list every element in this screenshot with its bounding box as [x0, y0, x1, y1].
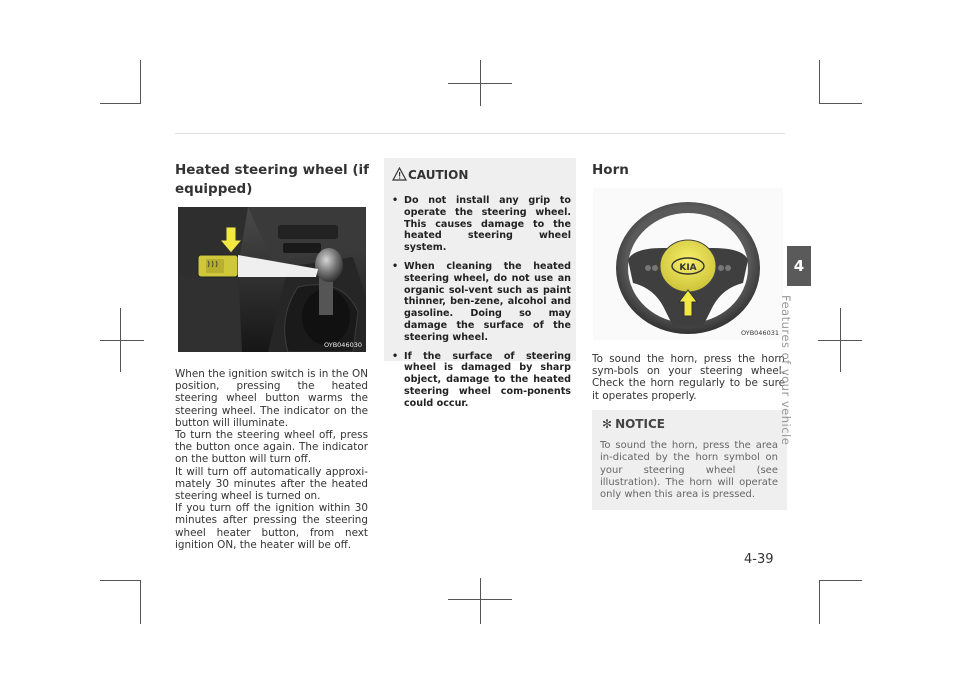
caution-box [384, 158, 576, 409]
heated-wheel-figure [178, 207, 366, 352]
list-item: • When cleaning the heated steering wheel, do not use an organic sol-vent such as paint thinner, ben-zene, alcohol and gasoline. Doing so may damage the surface of the steering wheel. [392, 260, 571, 343]
warning-triangle-icon [392, 167, 407, 181]
figure-code: OYB046030 [323, 341, 362, 349]
caution-item-text: If the surface of steering wheel is damaged by sharp object, damage to the heated steering wheel com-ponents could occur. [404, 350, 571, 409]
section-title: Heated steering wheel (if equipped) [175, 162, 369, 197]
caution-item-text: Do not install any grip to operate the steering wheel. This causes damage to the heated steering wheel system. [404, 195, 571, 254]
list-item: • If the surface of steering wheel is damaged by sharp object, damage to the heated steering wheel com-ponents could occur. [392, 350, 571, 409]
paragraph: If you turn off the ignition within 30 minutes after pressing the steering wheel heater button, from next ignition ON, the heater will be off. [175, 502, 368, 551]
figure-code: OYB046031 [740, 329, 779, 337]
notice-text: To sound the horn, press the area in-dicated by the horn symbol on your steering wheel (see illustration). The horn will operate only when this area is pressed. [600, 440, 778, 501]
caution-list [388, 195, 571, 417]
horn-title: Horn [592, 162, 629, 178]
notice-title [602, 417, 665, 431]
console-illustration [178, 207, 366, 352]
caution-item-text: When cleaning the heated steering wheel, do not use an organic sol-vent such as paint thinner, ben-zene, alcohol and gasoline. Doing so may damage the surface of the steering wheel. [404, 260, 571, 343]
logo-text: KIA [679, 263, 697, 273]
page-number: 4-39 [744, 552, 774, 567]
heated-wheel-text [175, 368, 368, 551]
notice-title-text: NOTICE [615, 417, 665, 431]
chapter-tab: 4 [787, 246, 811, 286]
paragraph: When the ignition switch is in the ON position, pressing the heated steering wheel button warms the steering wheel. The indicator on the button will illuminate. [175, 368, 368, 429]
horn-text: To sound the horn, press the horn sym-bols on your steering wheel. Check the horn regularly to be sure it operates properly. [592, 353, 785, 402]
notice-box [592, 410, 787, 510]
list-item: • Do not install any grip to operate the steering wheel. This causes damage to the heated steering wheel system. [392, 195, 571, 254]
steering-wheel-illustration [593, 188, 783, 340]
paragraph: To turn the steering wheel off, press the button once again. The indicator on the button will turn off. [175, 429, 368, 466]
caution-title: CAUTION [408, 168, 469, 182]
header-rule [175, 133, 785, 134]
paragraph: It will turn off automatically approxi-mately 30 minutes after the heated steering wheel is turned on. [175, 465, 368, 503]
asterisk-icon: ✻ [602, 417, 613, 431]
chapter-label: Features of your vehicle [779, 295, 793, 446]
horn-figure [593, 188, 783, 340]
heated-wheel-section [175, 161, 375, 199]
